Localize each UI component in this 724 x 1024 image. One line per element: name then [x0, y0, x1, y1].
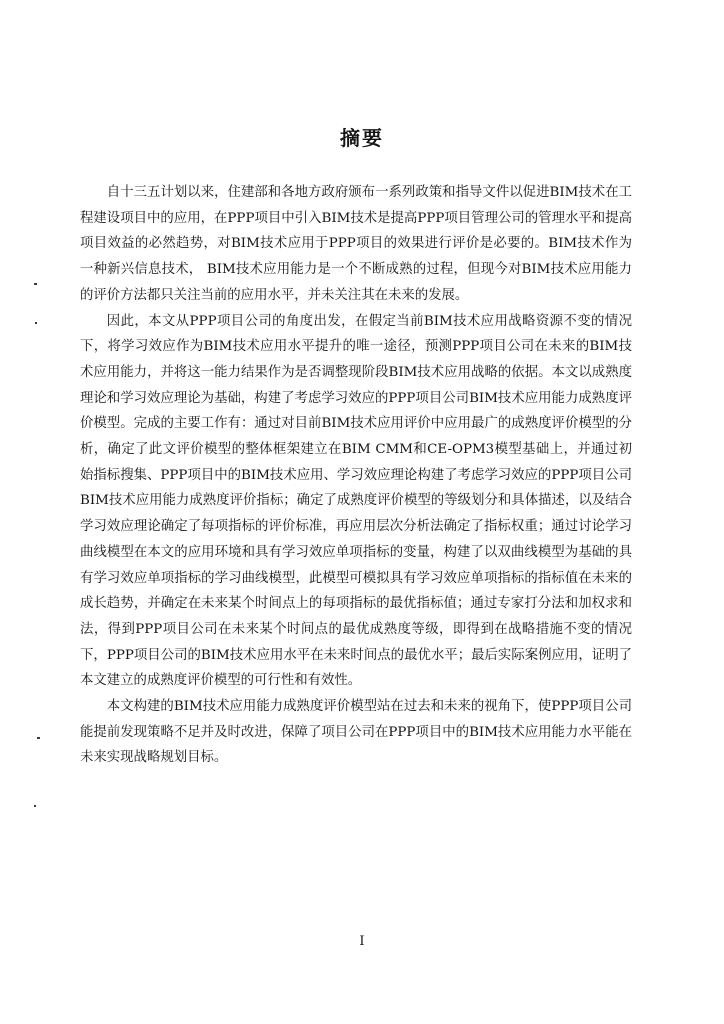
paragraph-2: 因此，本文从PPP项目公司的角度出发，在假定当前BIM技术应用战略资源不变的情况下，将学习效应作为BIM技术应用水平提升的唯一途径，预测PPP项目公司在未来的BIM技术应用能力，并将这一能力结果作为是否调整现阶段BIM技术应用战略的依据。本文以成熟度理论和学习效应理论为基础，构建了考虑学习效应的PPP项目公司BIM技术应用能力成熟度评价模型。完成的主要工作有：通过对目前BIM技术应用评价中应用最广的成熟度评价模型的分析，确定了此文评价模型的整体框架建立在BIM CMM和CE-OPM3模型基础上，并通过初始指标搜集、PPP项目中的BIM技术应用、学习效应理论构建了考虑学习效应的PPP项目公司BIM技术应用能力成熟度评价指标；确定了成熟度评价模型的等级划分和具体描述，以及结合学习效应理论确定了每项指标的评价标准，再应用层次分析法确定了指标权重；通过讨论学习曲线模型在本文的应用环境和具有学习效应单项指标的变量，构建了以双曲线模型为基础的具有学习效应单项指标的学习曲线模型，此模型可模拟具有学习效应单项指标的指标值在未来的成长趋势，并确定在未来某个时间点上的每项指标的最优指标值；通过专家打分法和加权求和法，得到PPP项目公司在未来某个时间点的最优成熟度等级，即得到在战略措施不变的情况下，PPP项目公司的BIM技术应用水平在未来时间点的最优水平；最后实际案例应用，证明了本文建立的成熟度评价模型的可行性和有效性。: [80, 313, 632, 689]
abstract-body: [80, 180, 632, 771]
page-number: I: [359, 934, 365, 949]
page-title: 摘要: [340, 126, 384, 150]
paragraph-3: 本文构建的BIM技术应用能力成熟度评价模型站在过去和未来的视角下，使PPP项目公司能提前发现策略不足并及时改进，保障了项目公司在PPP项目中的BIM技术应用能力水平能在未来实现战略规划目标。: [80, 699, 632, 766]
scan-speck: [34, 283, 37, 285]
paragraph-1: 自十三五计划以来，住建部和各地方政府颁布一系列政策和指导文件以促进BIM技术在工程建设项目中的应用，在PPP项目中引入BIM技术是提高PPP项目管理公司的管理水平和提高项目效益的必然趋势，对BIM技术应用于PPP项目的效果进行评价是必要的。BIM技术作为一种新兴信息技术， BIM技术应用能力是一个不断成熟的过程，但现今对BIM技术应用能力的评价方法都只关注当前的应用水平，并未关注其在未来的发展。: [80, 185, 632, 303]
scan-speck: [34, 805, 36, 807]
scan-speck: [37, 737, 40, 739]
scan-speck: [35, 322, 37, 324]
